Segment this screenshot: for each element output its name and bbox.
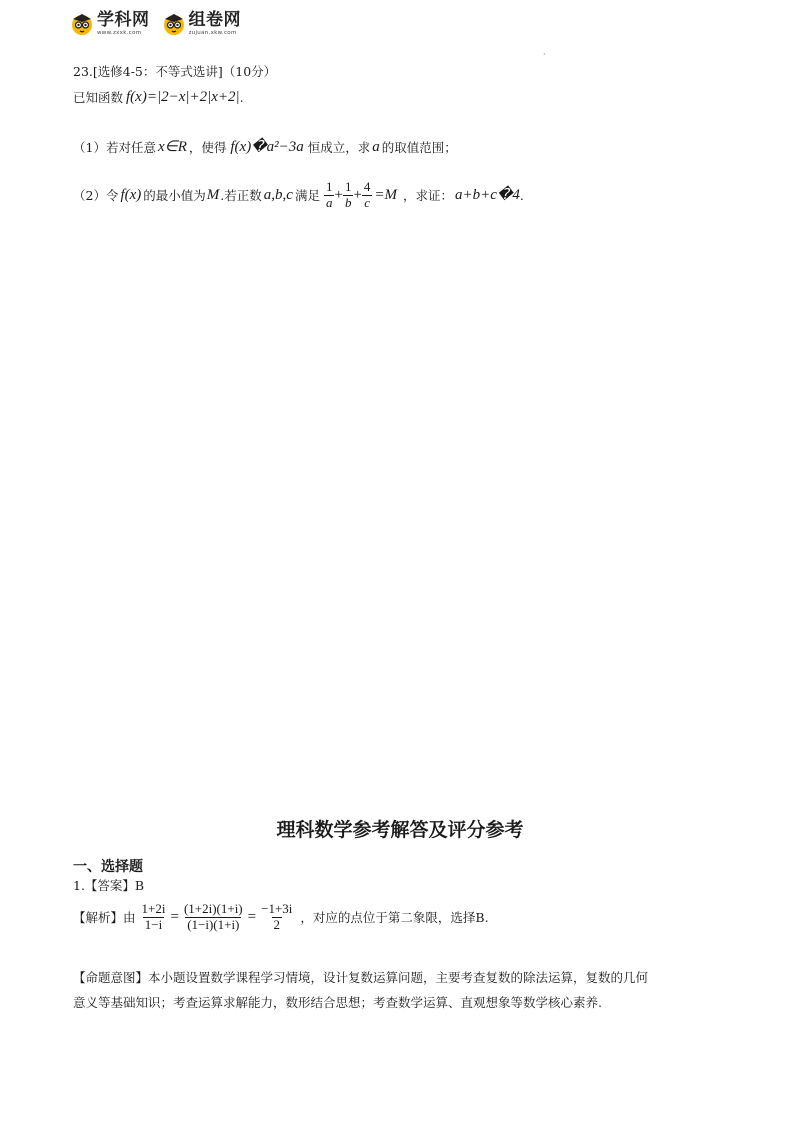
header-logos bbox=[70, 12, 241, 37]
p1-mid2: 恒成立，求 bbox=[307, 139, 371, 155]
f1-den: 1−i bbox=[144, 916, 163, 932]
frac2-den: b bbox=[344, 194, 352, 210]
logo1-url: www.zxxk.com bbox=[97, 30, 142, 36]
logo2-name: 组卷网 bbox=[188, 10, 241, 30]
q1-intent bbox=[73, 970, 733, 1010]
intent-line-1: 【命题意图】本小题设置数学课程学习情境，设计复数运算问题，主要考查复数的除法运算，复数的几何 bbox=[73, 970, 649, 985]
plus-sign: + bbox=[353, 187, 362, 204]
part-2 bbox=[73, 180, 524, 211]
q1-analysis bbox=[73, 902, 489, 933]
owl-icon bbox=[70, 12, 94, 36]
stray-dot: · bbox=[543, 50, 546, 59]
f2-den: (1−i)(1+i) bbox=[187, 916, 240, 932]
q1-answer: 1.【答案】B bbox=[73, 878, 145, 893]
problem-title: 23.[选修4-5：不等式选讲]（10分） bbox=[73, 64, 277, 79]
owl-icon bbox=[162, 12, 186, 36]
f1-num: 1+2i bbox=[141, 901, 166, 916]
p2-claim: a+b+c�4 bbox=[455, 187, 520, 204]
frac2-num: 1 bbox=[344, 179, 352, 194]
xuekewang-logo bbox=[70, 12, 150, 37]
given-formula: f(x)=|2−x|+2|x+2| bbox=[126, 89, 240, 105]
f2-num: (1+2i)(1+i) bbox=[183, 901, 243, 916]
analysis-prefix: 【解析】由 bbox=[73, 909, 136, 925]
equals-sign: = bbox=[247, 909, 257, 926]
problem-given bbox=[73, 88, 244, 106]
frac3-den: c bbox=[364, 194, 371, 210]
p2-mid3: 满足 bbox=[294, 187, 320, 203]
logo1-name: 学科网 bbox=[97, 10, 150, 30]
p2-end: . bbox=[519, 187, 524, 203]
p2-fx: f(x) bbox=[120, 187, 142, 204]
fraction-1-over-a bbox=[324, 180, 335, 211]
given-label: 已知函数 bbox=[73, 89, 124, 105]
fraction-4-over-c bbox=[362, 180, 373, 211]
frac1-den: a bbox=[325, 194, 333, 210]
p1-variable: a bbox=[372, 139, 380, 155]
fraction-step-3 bbox=[259, 902, 294, 933]
f3-num: −1+3i bbox=[261, 901, 293, 916]
p1-end: 的取值范围； bbox=[381, 139, 457, 155]
analysis-suffix: ，对应的点位于第二象限，选择B. bbox=[300, 909, 489, 925]
p1-inequality: f(x)�a²−3a bbox=[230, 139, 304, 155]
frac1-num: 1 bbox=[325, 179, 333, 194]
p2-mid2: .若正数 bbox=[220, 187, 262, 203]
p2-eq-tail: =M bbox=[374, 187, 398, 204]
p2-mid: 的最小值为 bbox=[143, 187, 206, 203]
part-1 bbox=[73, 138, 457, 156]
fraction-step-2 bbox=[182, 902, 245, 933]
zujuanwang-logo bbox=[162, 12, 242, 37]
equals-sign: = bbox=[170, 909, 179, 926]
fraction-step-1 bbox=[140, 902, 168, 933]
frac3-num: 4 bbox=[363, 179, 371, 194]
p1-mid: ，使得 bbox=[188, 139, 227, 155]
answers-heading: 理科数学参考解答及评分参考 bbox=[276, 819, 524, 841]
fraction-1-over-b bbox=[343, 180, 354, 211]
p2-vars: a,b,c bbox=[263, 187, 293, 204]
p2-mid4: ，求证： bbox=[403, 187, 454, 203]
intent-line-2: 意义等基础知识；考查运算求解能力，数形结合思想；考查数学运算、直观想象等数学核心素养. bbox=[73, 995, 602, 1010]
p2-prefix: （2）令 bbox=[73, 187, 119, 203]
section-choice-questions: 一、选择题 bbox=[73, 859, 143, 875]
logo2-url: zujuan.xkw.com bbox=[188, 30, 237, 36]
p2-M: M bbox=[206, 187, 220, 204]
given-end: . bbox=[239, 89, 244, 105]
p1-condition: x∈R bbox=[157, 139, 187, 155]
p1-prefix: （1）若对任意 bbox=[73, 139, 156, 155]
f3-den: 2 bbox=[273, 916, 280, 932]
plus-sign: + bbox=[334, 187, 343, 204]
